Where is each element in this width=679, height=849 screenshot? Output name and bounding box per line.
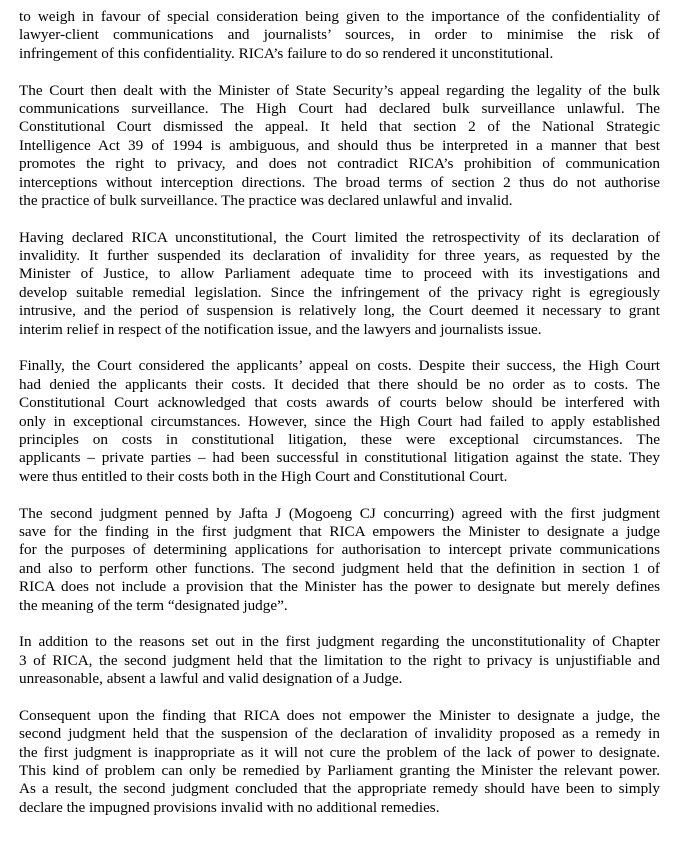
text-line: the first judgment is inappropriate as it will not cure the problem of the lack of power to designate.	[19, 743, 660, 761]
text-line: for the purposes of determining applications for authorisation to intercept private communications	[19, 541, 660, 559]
text-line: the meaning of the term “designated judge”.	[19, 596, 288, 614]
paragraph-retrospectivity	[19, 229, 660, 339]
text-line: communications surveillance. The High Court had declared bulk surveillance unlawful. The	[19, 99, 660, 117]
text-line: promotes the right to privacy, and does not contradict RICA’s prohibition of communication	[19, 155, 660, 173]
text-line: applicants – private parties – had been successful in constitutional litigation against the state. They	[19, 449, 660, 467]
text-line: In addition to the reasons set out in the first judgment regarding the unconstitutionality of Chapter	[19, 633, 660, 651]
text-line: This kind of problem can only be remedied by Parliament granting the Minister the relevant power.	[19, 762, 660, 780]
paragraph-confidentiality	[19, 8, 660, 63]
text-line: RICA does not include a provision that the Minister has the power to designate but merely defines	[19, 578, 660, 596]
text-line: second judgment held that the suspension of the declaration of invalidity proposed as a remedy in	[19, 725, 660, 743]
text-line: The Court then dealt with the Minister of State Security’s appeal regarding the legality of the bulk	[19, 81, 660, 99]
document-page	[19, 8, 660, 836]
text-line: As a result, the second judgment concluded that the appropriate remedy should have been to simply	[19, 780, 660, 798]
text-line: to weigh in favour of special consideration being given to the importance of the confidentiality of	[19, 8, 660, 25]
text-line: principles on costs in constitutional litigation, these were exceptional circumstances. The	[19, 430, 660, 448]
text-line: save for the finding in the first judgment that RICA empowers the Minister to designate a judge	[19, 522, 660, 540]
text-line: Minister of Justice, to allow Parliament adequate time to proceed with its investigations and	[19, 265, 660, 283]
paragraph-chapter-3	[19, 633, 660, 688]
text-line: unreasonable, absent a lawful and valid designation of a Judge.	[19, 670, 403, 688]
text-line: The second judgment penned by Jafta J (Mogoeng CJ concurring) agreed with the first judgment	[19, 504, 660, 522]
text-line: interceptions without interception directions. The broad terms of section 2 thus do not authorise	[19, 173, 660, 191]
text-line: intrusive, and the period of suspension is relatively long, the Court deemed it necessary to grant	[19, 302, 660, 320]
text-line: lawyer-client communications and journalists’ sources, in order to minimise the risk of	[19, 26, 660, 44]
text-line: Constitutional Court acknowledged that costs awards of courts below should be interfered with	[19, 394, 660, 412]
text-line: 3 of RICA, the second judgment held that the limitation to the right to privacy is unjustifiable and	[19, 651, 660, 669]
text-line: and also to perform other functions. The second judgment held that the definition in section 1 of	[19, 559, 660, 577]
text-line: Constitutional Court dismissed the appeal. It held that section 2 of the National Strategic	[19, 118, 660, 136]
text-line: Finally, the Court considered the applicants’ appeal on costs. Despite their success, the High Court	[19, 357, 660, 375]
text-line: Consequent upon the finding that RICA does not empower the Minister to designate a judge, the	[19, 706, 660, 724]
paragraph-remedy	[19, 707, 660, 817]
paragraph-costs	[19, 357, 660, 486]
text-line: develop suitable remedial legislation. Since the infringement of the privacy right is egregiously	[19, 283, 660, 301]
text-line: were thus entitled to their costs both in the High Court and Constitutional Court.	[19, 467, 508, 485]
text-line: Intelligence Act 39 of 1994 is ambiguous, and should thus be interpreted in a manner that best	[19, 136, 660, 154]
paragraph-bulk-surveillance	[19, 82, 660, 211]
text-line: had denied the applicants their costs. It decided that there should be no order as to costs. The	[19, 375, 660, 393]
paragraph-second-judgment	[19, 505, 660, 615]
text-line: only in exceptional circumstances. However, since the High Court had failed to apply established	[19, 412, 660, 430]
text-line: infringement of this confidentiality. RICA’s failure to do so rendered it unconstitutional.	[19, 44, 554, 62]
text-line: declare the impugned provisions invalid with no additional remedies.	[19, 798, 440, 816]
text-line: Having declared RICA unconstitutional, the Court limited the retrospectivity of its declaration of	[19, 228, 660, 246]
text-line: the practice of bulk surveillance. The practice was declared unlawful and invalid.	[19, 191, 513, 209]
text-line: interim relief in respect of the notification issue, and the lawyers and journalists issue.	[19, 320, 542, 338]
text-line: invalidity. It further suspended its declaration of invalidity for three years, as requested by the	[19, 247, 660, 265]
